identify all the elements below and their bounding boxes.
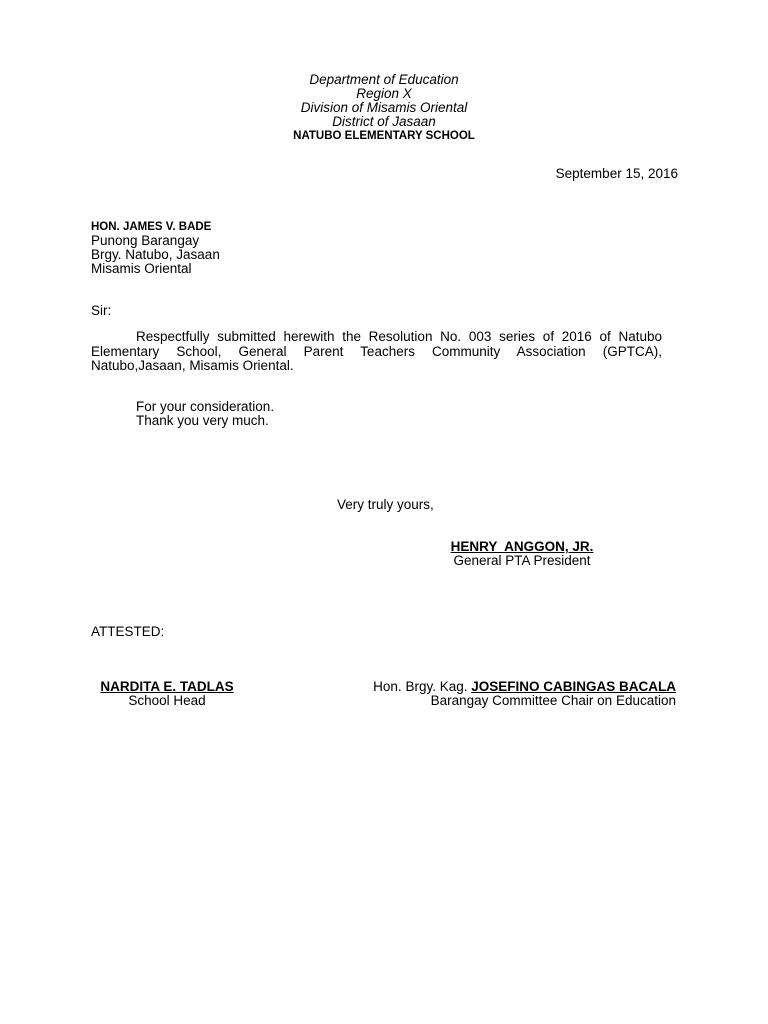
body-paragraph bbox=[91, 330, 662, 374]
recipient-name: HON. JAMES V. BADE bbox=[91, 221, 212, 233]
letterhead-school: NATUBO ELEMENTARY SCHOOL bbox=[293, 130, 475, 142]
closing-block bbox=[136, 400, 274, 428]
letterhead-division: Division of Misamis Oriental bbox=[300, 100, 468, 115]
recipient-address-line1: Brgy. Natubo, Jasaan bbox=[91, 247, 220, 262]
letterhead-district: District of Jasaan bbox=[332, 114, 436, 129]
closing-line2: Thank you very much. bbox=[136, 413, 269, 428]
attestor-right-name: JOSEFINO CABINGAS BACALA bbox=[471, 679, 676, 694]
recipient-address-line2: Misamis Oriental bbox=[91, 261, 192, 276]
closing-line1: For your consideration. bbox=[136, 399, 275, 414]
salutation: Sir: bbox=[91, 303, 112, 318]
letter-date: September 15, 2016 bbox=[555, 166, 678, 181]
attested-label: ATTESTED: bbox=[91, 624, 165, 639]
body-paragraph-text: Respectfully submitted herewith the Resolution No. 003 series of 2016 of Natubo Elementary School, General Parent Teachers Community Association (GPTCA), Natubo,Jasaan, Misamis Oriental. bbox=[91, 329, 662, 373]
recipient-block bbox=[91, 220, 220, 276]
attestor-right-name-line bbox=[373, 680, 676, 694]
signer-name: HENRY ANGGON, JR. bbox=[450, 539, 594, 554]
valediction: Very truly yours, bbox=[337, 497, 434, 512]
attestor-left-name: NARDITA E. TADLAS bbox=[100, 679, 234, 694]
signer-block bbox=[436, 540, 608, 568]
letterhead-region: Region X bbox=[356, 86, 412, 101]
recipient-position: Punong Barangay bbox=[91, 233, 200, 248]
attestor-right-title: Barangay Committee Chair on Education bbox=[430, 693, 676, 708]
letterhead-department: Department of Education bbox=[309, 72, 459, 87]
attestor-left-title: School Head bbox=[128, 693, 206, 708]
attestor-left-block bbox=[91, 680, 243, 708]
attestor-right-prefix: Hon. Brgy. Kag. bbox=[373, 679, 468, 694]
attestor-right-block bbox=[373, 680, 676, 708]
signer-title: General PTA President bbox=[453, 553, 591, 568]
letterhead bbox=[184, 73, 584, 143]
